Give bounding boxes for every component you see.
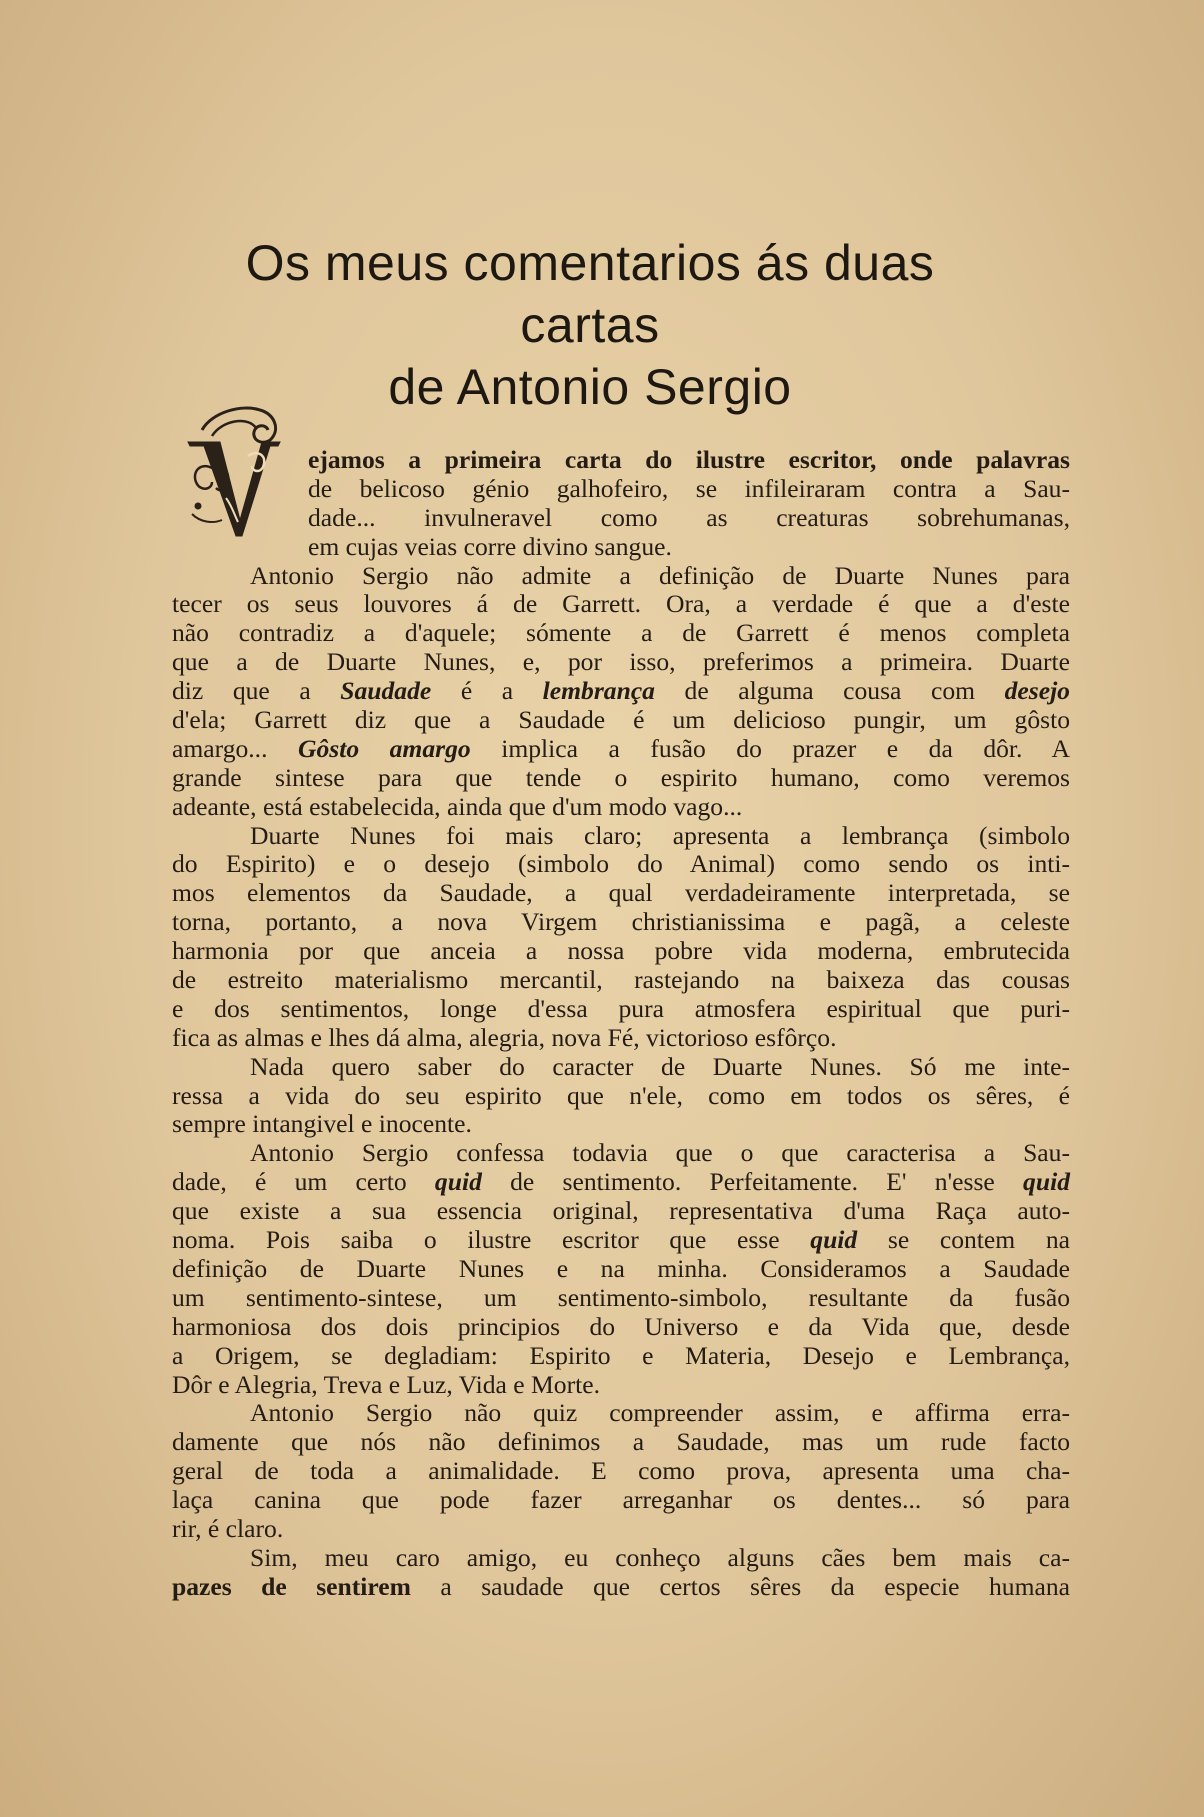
text-line: ressa a vida do seu espirito que n'ele, como em todos os sêres, é (172, 1080, 1070, 1110)
text-line: não contradiz a d'aquele; sómente a de Garrett é menos completa (172, 618, 1070, 648)
text-line: um sentimento-sintese, um sentimento-simbolo, resultante da fusão (172, 1282, 1070, 1312)
text-line: harmoniosa dos dois principios do Universo e da Vida que, desde (172, 1311, 1070, 1341)
text-line: harmonia por que anceia a nossa pobre vida moderna, embrutecida (172, 936, 1070, 966)
text-line: geral de toda a animalidade. E como prova, apresenta uma cha- (172, 1456, 1070, 1486)
text-line: noma. Pois saiba o ilustre escritor que esse quid se contem na (172, 1225, 1070, 1255)
text-line: em cujas veias corre divino sangue. (308, 531, 672, 561)
text-line: Sim, meu caro amigo, eu conheço alguns cães bem mais ca- (250, 1542, 1070, 1572)
text-line: que a de Duarte Nunes, e, por isso, preferimos a primeira. Duarte (172, 647, 1070, 677)
text-line: sempre intangivel e inocente. (172, 1109, 472, 1139)
text-line: laça canina que pode fazer arreganhar os dentes... só para (172, 1485, 1070, 1515)
text-line-content: ejamos a primeira carta do ilustre escritor, onde palavras (308, 445, 1070, 474)
text-line: dade... invulneravel como as creaturas sobrehumanas, (308, 502, 1070, 532)
paragraph-5 (172, 1139, 1070, 1399)
paragraph-7 (172, 1544, 1070, 1602)
text-line: amargo... Gôsto amargo implica a fusão do prazer e da dôr. A (172, 733, 1070, 763)
text-line: fica as almas e lhes dá alma, alegria, nova Fé, victorioso esfôrço. (172, 1022, 837, 1052)
text-line: que existe a sua essencia original, representativa d'uma Raça auto- (172, 1196, 1070, 1226)
text-line: e dos sentimentos, longe d'essa pura atmosfera espiritual que puri- (172, 993, 1070, 1023)
text-line: definição de Duarte Nunes e na minha. Consideramos a Saudade (172, 1253, 1070, 1283)
title-line-2: de Antonio Sergio (388, 359, 792, 415)
paragraph-1 (172, 446, 1070, 562)
text-line: mos elementos da Saudade, a qual verdadeiramente interpretada, se (172, 878, 1070, 908)
text-line: do Espirito) e o desejo (simbolo do Animal) como sendo os inti- (172, 849, 1070, 879)
text-line: Antonio Sergio não admite a definição de Duarte Nunes para (250, 560, 1070, 590)
text-line: pazes de sentirem a saudade que certos sêres da especie humana (172, 1571, 1070, 1601)
paragraph-6 (172, 1399, 1070, 1543)
text-line: damente que nós não definimos a Saudade, mas um rude facto (172, 1427, 1070, 1457)
text-line: d'ela; Garrett diz que a Saudade é um delicioso pungir, um gôsto (172, 705, 1070, 735)
text-line: de belicoso génio galhofeiro, se infileiraram contra a Sau- (308, 473, 1070, 503)
text-line: Antonio Sergio não quiz compreender assim, e affirma erra- (250, 1398, 1070, 1428)
text-line: grande sintese para que tende o espirito humano, como veremos (172, 762, 1070, 792)
text-line: Duarte Nunes foi mais claro; apresenta a lembrança (simbolo (250, 820, 1070, 850)
body-text (172, 446, 1070, 1602)
text-line: Antonio Sergio confessa todavia que o que caracterisa a Sau- (250, 1138, 1070, 1168)
paragraph-3 (172, 822, 1070, 1053)
text-line: rir, é claro. (172, 1513, 284, 1543)
text-line: Dôr e Alegria, Treva e Luz, Vida e Morte. (172, 1369, 600, 1399)
page-title (170, 232, 1010, 418)
text-line: tecer os seus louvores á de Garrett. Ora, a verdade é que a d'este (172, 589, 1070, 619)
text-line: a Origem, se degladiam: Espirito e Materia, Desejo e Lembrança, (172, 1340, 1070, 1370)
text-line (172, 446, 1070, 475)
paragraph-2 (172, 562, 1070, 822)
text-line: adeante, está estabelecida, ainda que d'um modo vago... (172, 791, 743, 821)
title-line-1: Os meus comentarios ás duas cartas (245, 235, 935, 353)
text-line: dade, é um certo quid de sentimento. Perfeitamente. E' n'esse quid (172, 1167, 1070, 1197)
text-line: torna, portanto, a nova Virgem christianissima e pagã, a celeste (172, 907, 1070, 937)
text-line: Nada quero saber do caracter de Duarte Nunes. Só me inte- (250, 1051, 1070, 1081)
paragraph-4 (172, 1053, 1070, 1140)
text-line: de estreito materialismo mercantil, rastejando na baixeza das cousas (172, 965, 1070, 995)
text-line: diz que a Saudade é a lembrança de alguma cousa com desejo (172, 676, 1070, 706)
